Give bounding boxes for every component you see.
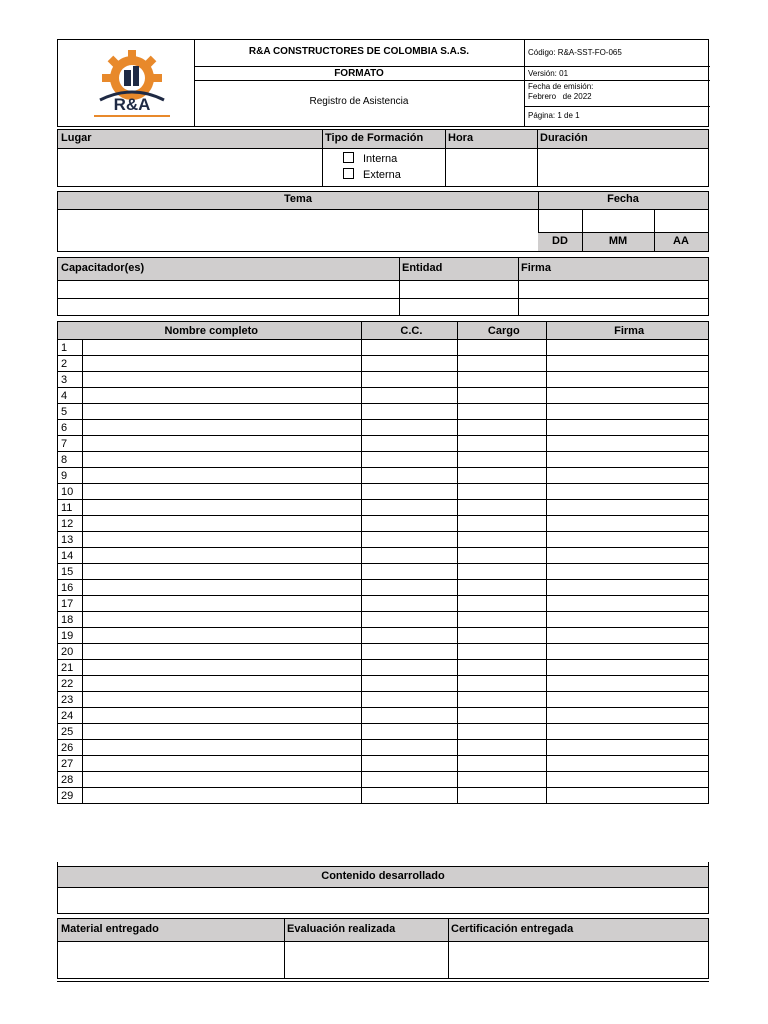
- nombre-cell[interactable]: [82, 372, 362, 388]
- evaluacion-label: Evaluación realizada: [287, 923, 396, 935]
- table-row: [58, 788, 709, 804]
- table-row: [58, 564, 709, 580]
- cc-cell[interactable]: [362, 516, 458, 532]
- cc-cell[interactable]: [362, 564, 458, 580]
- table-row: [58, 436, 709, 452]
- cargo-cell[interactable]: [458, 724, 547, 740]
- delivery-section: [57, 918, 709, 979]
- table-row: [58, 628, 709, 644]
- cc-cell[interactable]: [362, 724, 458, 740]
- row-number: 3: [58, 372, 83, 388]
- nombre-cell[interactable]: [82, 612, 362, 628]
- cc-cell[interactable]: [362, 500, 458, 516]
- table-row: [58, 596, 709, 612]
- row-number: 4: [58, 388, 83, 404]
- row-number: 18: [58, 612, 83, 628]
- company-name: R&A CONSTRUCTORES DE COLOMBIA S.A.S.: [248, 46, 470, 57]
- table-row: [58, 468, 709, 484]
- firma-cell[interactable]: [547, 692, 709, 708]
- trainers-section: [57, 257, 709, 316]
- row-number: 7: [58, 436, 83, 452]
- pagina: Página: 1 de 1: [528, 111, 580, 120]
- row-number: 1: [58, 340, 83, 356]
- cargo-cell[interactable]: [458, 788, 547, 804]
- nombre-cell[interactable]: [82, 340, 362, 356]
- document-header: [57, 39, 709, 127]
- table-row: [58, 660, 709, 676]
- nombre-cell[interactable]: [82, 692, 362, 708]
- content-section: [57, 866, 709, 914]
- nombre-cell[interactable]: [82, 452, 362, 468]
- mm-label: MM: [608, 235, 628, 247]
- cc-cell[interactable]: [362, 580, 458, 596]
- table-row: [58, 500, 709, 516]
- firma-cell[interactable]: [547, 644, 709, 660]
- nombre-cell[interactable]: [82, 388, 362, 404]
- firma-cell[interactable]: [547, 564, 709, 580]
- firma-cell[interactable]: [547, 516, 709, 532]
- cc-cell[interactable]: [362, 388, 458, 404]
- cargo-cell[interactable]: [458, 628, 547, 644]
- training-info-section: [57, 129, 709, 187]
- cc-cell[interactable]: [362, 356, 458, 372]
- table-row: [58, 532, 709, 548]
- row-number: 14: [58, 548, 83, 564]
- table-row: [58, 340, 709, 356]
- contenido-label: Contenido desarrollado: [321, 870, 445, 882]
- firma-cell[interactable]: [547, 340, 709, 356]
- nombre-cell[interactable]: [82, 708, 362, 724]
- cc-cell[interactable]: [362, 596, 458, 612]
- firma-cell[interactable]: [547, 548, 709, 564]
- tipo-formacion-label: Tipo de Formación: [325, 132, 424, 144]
- cargo-cell[interactable]: [458, 580, 547, 596]
- table-row: [58, 708, 709, 724]
- table-row: [58, 692, 709, 708]
- cc-cell[interactable]: [362, 484, 458, 500]
- cc-cell[interactable]: [362, 788, 458, 804]
- nombre-cell[interactable]: [82, 596, 362, 612]
- cargo-cell[interactable]: [458, 404, 547, 420]
- hora-label: Hora: [448, 132, 474, 144]
- table-row: [58, 756, 709, 772]
- table-row: [58, 612, 709, 628]
- tema-label: Tema: [284, 193, 312, 205]
- company-logo: [78, 48, 186, 120]
- cc-cell[interactable]: [362, 692, 458, 708]
- cc-cell[interactable]: [362, 532, 458, 548]
- attendance-table: [57, 321, 709, 804]
- cargo-cell[interactable]: [458, 516, 547, 532]
- cargo-cell[interactable]: [458, 596, 547, 612]
- row-number: 19: [58, 628, 83, 644]
- format-label: FORMATO: [334, 68, 384, 79]
- header-nombre: Nombre completo: [58, 322, 362, 340]
- nombre-cell[interactable]: [82, 756, 362, 772]
- cargo-cell[interactable]: [458, 436, 547, 452]
- firma-cell[interactable]: [547, 788, 709, 804]
- cargo-cell[interactable]: [458, 676, 547, 692]
- nombre-cell[interactable]: [82, 772, 362, 788]
- nombre-cell[interactable]: [82, 500, 362, 516]
- cargo-cell[interactable]: [458, 644, 547, 660]
- table-row: [58, 548, 709, 564]
- cc-cell[interactable]: [362, 452, 458, 468]
- firma-cell[interactable]: [547, 484, 709, 500]
- externa-option[interactable]: [343, 168, 401, 181]
- row-number: 10: [58, 484, 83, 500]
- nombre-cell[interactable]: [82, 468, 362, 484]
- logo-text: R&A: [113, 95, 151, 114]
- row-number: 24: [58, 708, 83, 724]
- firma-cell[interactable]: [547, 372, 709, 388]
- table-row: [58, 420, 709, 436]
- aa-label: AA: [673, 235, 689, 247]
- bottom-rule: [57, 981, 709, 982]
- material-label: Material entregado: [61, 923, 159, 935]
- nombre-cell[interactable]: [82, 788, 362, 804]
- firma-cell[interactable]: [547, 500, 709, 516]
- table-row: [58, 484, 709, 500]
- table-row: [58, 644, 709, 660]
- cc-cell[interactable]: [362, 756, 458, 772]
- nombre-cell[interactable]: [82, 516, 362, 532]
- table-row: [58, 356, 709, 372]
- row-number: 29: [58, 788, 83, 804]
- cargo-cell[interactable]: [458, 420, 547, 436]
- row-number: 21: [58, 660, 83, 676]
- firma-cell[interactable]: [547, 740, 709, 756]
- firma-capacitador-label: Firma: [521, 262, 551, 274]
- row-number: 5: [58, 404, 83, 420]
- cc-cell[interactable]: [362, 548, 458, 564]
- row-number: 13: [58, 532, 83, 548]
- firma-cell[interactable]: [547, 676, 709, 692]
- cc-cell[interactable]: [362, 708, 458, 724]
- row-number: 23: [58, 692, 83, 708]
- cc-cell[interactable]: [362, 628, 458, 644]
- nombre-cell[interactable]: [82, 628, 362, 644]
- cc-cell[interactable]: [362, 340, 458, 356]
- cc-cell[interactable]: [362, 772, 458, 788]
- capacitadores-label: Capacitador(es): [61, 262, 145, 274]
- cargo-cell[interactable]: [458, 388, 547, 404]
- row-number: 17: [58, 596, 83, 612]
- firma-cell[interactable]: [547, 612, 709, 628]
- firma-cell[interactable]: [547, 580, 709, 596]
- interna-option[interactable]: [343, 152, 397, 165]
- cc-cell[interactable]: [362, 676, 458, 692]
- fecha-label: Fecha: [607, 193, 639, 205]
- cc-cell[interactable]: [362, 612, 458, 628]
- row-number: 20: [58, 644, 83, 660]
- firma-cell[interactable]: [547, 532, 709, 548]
- row-number: 25: [58, 724, 83, 740]
- cargo-cell[interactable]: [458, 548, 547, 564]
- cargo-cell[interactable]: [458, 564, 547, 580]
- certificacion-label: Certificación entregada: [451, 923, 574, 935]
- nombre-cell[interactable]: [82, 420, 362, 436]
- nombre-cell[interactable]: [82, 580, 362, 596]
- row-number: 6: [58, 420, 83, 436]
- cc-cell[interactable]: [362, 468, 458, 484]
- row-number: 8: [58, 452, 83, 468]
- cargo-cell[interactable]: [458, 756, 547, 772]
- firma-cell[interactable]: [547, 772, 709, 788]
- cargo-cell[interactable]: [458, 692, 547, 708]
- firma-cell[interactable]: [547, 436, 709, 452]
- firma-cell[interactable]: [547, 660, 709, 676]
- nombre-cell[interactable]: [82, 356, 362, 372]
- version: Versión: 01: [528, 69, 569, 78]
- cargo-cell[interactable]: [458, 532, 547, 548]
- interna-label: Interna: [363, 153, 398, 165]
- nombre-cell[interactable]: [82, 404, 362, 420]
- header-cargo: Cargo: [458, 322, 547, 340]
- nombre-cell[interactable]: [82, 660, 362, 676]
- nombre-cell[interactable]: [82, 484, 362, 500]
- row-number: 12: [58, 516, 83, 532]
- row-number: 11: [58, 500, 83, 516]
- row-number: 28: [58, 772, 83, 788]
- nombre-cell[interactable]: [82, 548, 362, 564]
- cc-cell[interactable]: [362, 372, 458, 388]
- attendance-header-row: [58, 322, 709, 340]
- row-number: 2: [58, 356, 83, 372]
- firma-cell[interactable]: [547, 388, 709, 404]
- firma-cell[interactable]: [547, 356, 709, 372]
- firma-cell[interactable]: [547, 452, 709, 468]
- row-number: 22: [58, 676, 83, 692]
- nombre-cell[interactable]: [82, 564, 362, 580]
- nombre-cell[interactable]: [82, 644, 362, 660]
- lugar-label: Lugar: [61, 132, 92, 144]
- cc-cell[interactable]: [362, 436, 458, 452]
- nombre-cell[interactable]: [82, 724, 362, 740]
- cargo-cell[interactable]: [458, 372, 547, 388]
- cargo-cell[interactable]: [458, 452, 547, 468]
- fecha-emision-label: Fecha de emisión:: [528, 82, 594, 91]
- table-row: [58, 772, 709, 788]
- table-row: [58, 724, 709, 740]
- table-row: [58, 388, 709, 404]
- firma-cell[interactable]: [547, 708, 709, 724]
- firma-cell[interactable]: [547, 468, 709, 484]
- externa-checkbox[interactable]: [343, 168, 354, 179]
- row-number: 15: [58, 564, 83, 580]
- cc-cell[interactable]: [362, 740, 458, 756]
- cargo-cell[interactable]: [458, 708, 547, 724]
- row-number: 26: [58, 740, 83, 756]
- nombre-cell[interactable]: [82, 436, 362, 452]
- cargo-cell[interactable]: [458, 340, 547, 356]
- cargo-cell[interactable]: [458, 484, 547, 500]
- cargo-cell[interactable]: [458, 356, 547, 372]
- table-row: [58, 740, 709, 756]
- cc-cell[interactable]: [362, 660, 458, 676]
- table-row: [58, 372, 709, 388]
- table-row: [58, 404, 709, 420]
- cargo-cell[interactable]: [458, 500, 547, 516]
- cargo-cell[interactable]: [458, 740, 547, 756]
- firma-cell[interactable]: [547, 420, 709, 436]
- table-row: [58, 580, 709, 596]
- duracion-label: Duración: [540, 132, 588, 144]
- cargo-cell[interactable]: [458, 772, 547, 788]
- form-title: Registro de Asistencia: [309, 96, 409, 107]
- table-row: [58, 676, 709, 692]
- firma-cell[interactable]: [547, 756, 709, 772]
- fecha-emision-value: Febrero de 2022: [528, 92, 592, 101]
- externa-label: Externa: [363, 169, 401, 181]
- table-row: [58, 452, 709, 468]
- nombre-cell[interactable]: [82, 676, 362, 692]
- nombre-cell[interactable]: [82, 532, 362, 548]
- row-number: 16: [58, 580, 83, 596]
- firma-cell[interactable]: [547, 404, 709, 420]
- cc-cell[interactable]: [362, 404, 458, 420]
- firma-cell[interactable]: [547, 628, 709, 644]
- cargo-cell[interactable]: [458, 612, 547, 628]
- header-firma: Firma: [547, 322, 709, 340]
- nombre-cell[interactable]: [82, 740, 362, 756]
- cargo-cell[interactable]: [458, 660, 547, 676]
- firma-cell[interactable]: [547, 596, 709, 612]
- dd-label: DD: [552, 235, 568, 247]
- interna-checkbox[interactable]: [343, 152, 354, 163]
- firma-cell[interactable]: [547, 724, 709, 740]
- cc-cell[interactable]: [362, 644, 458, 660]
- codigo: Código: R&A-SST-FO-065: [528, 48, 622, 57]
- topic-date-section: [57, 191, 709, 252]
- cc-cell[interactable]: [362, 420, 458, 436]
- header-cc: C.C.: [362, 322, 458, 340]
- entidad-label: Entidad: [402, 262, 443, 274]
- row-number: 27: [58, 756, 83, 772]
- row-number: 9: [58, 468, 83, 484]
- cargo-cell[interactable]: [458, 468, 547, 484]
- table-row: [58, 516, 709, 532]
